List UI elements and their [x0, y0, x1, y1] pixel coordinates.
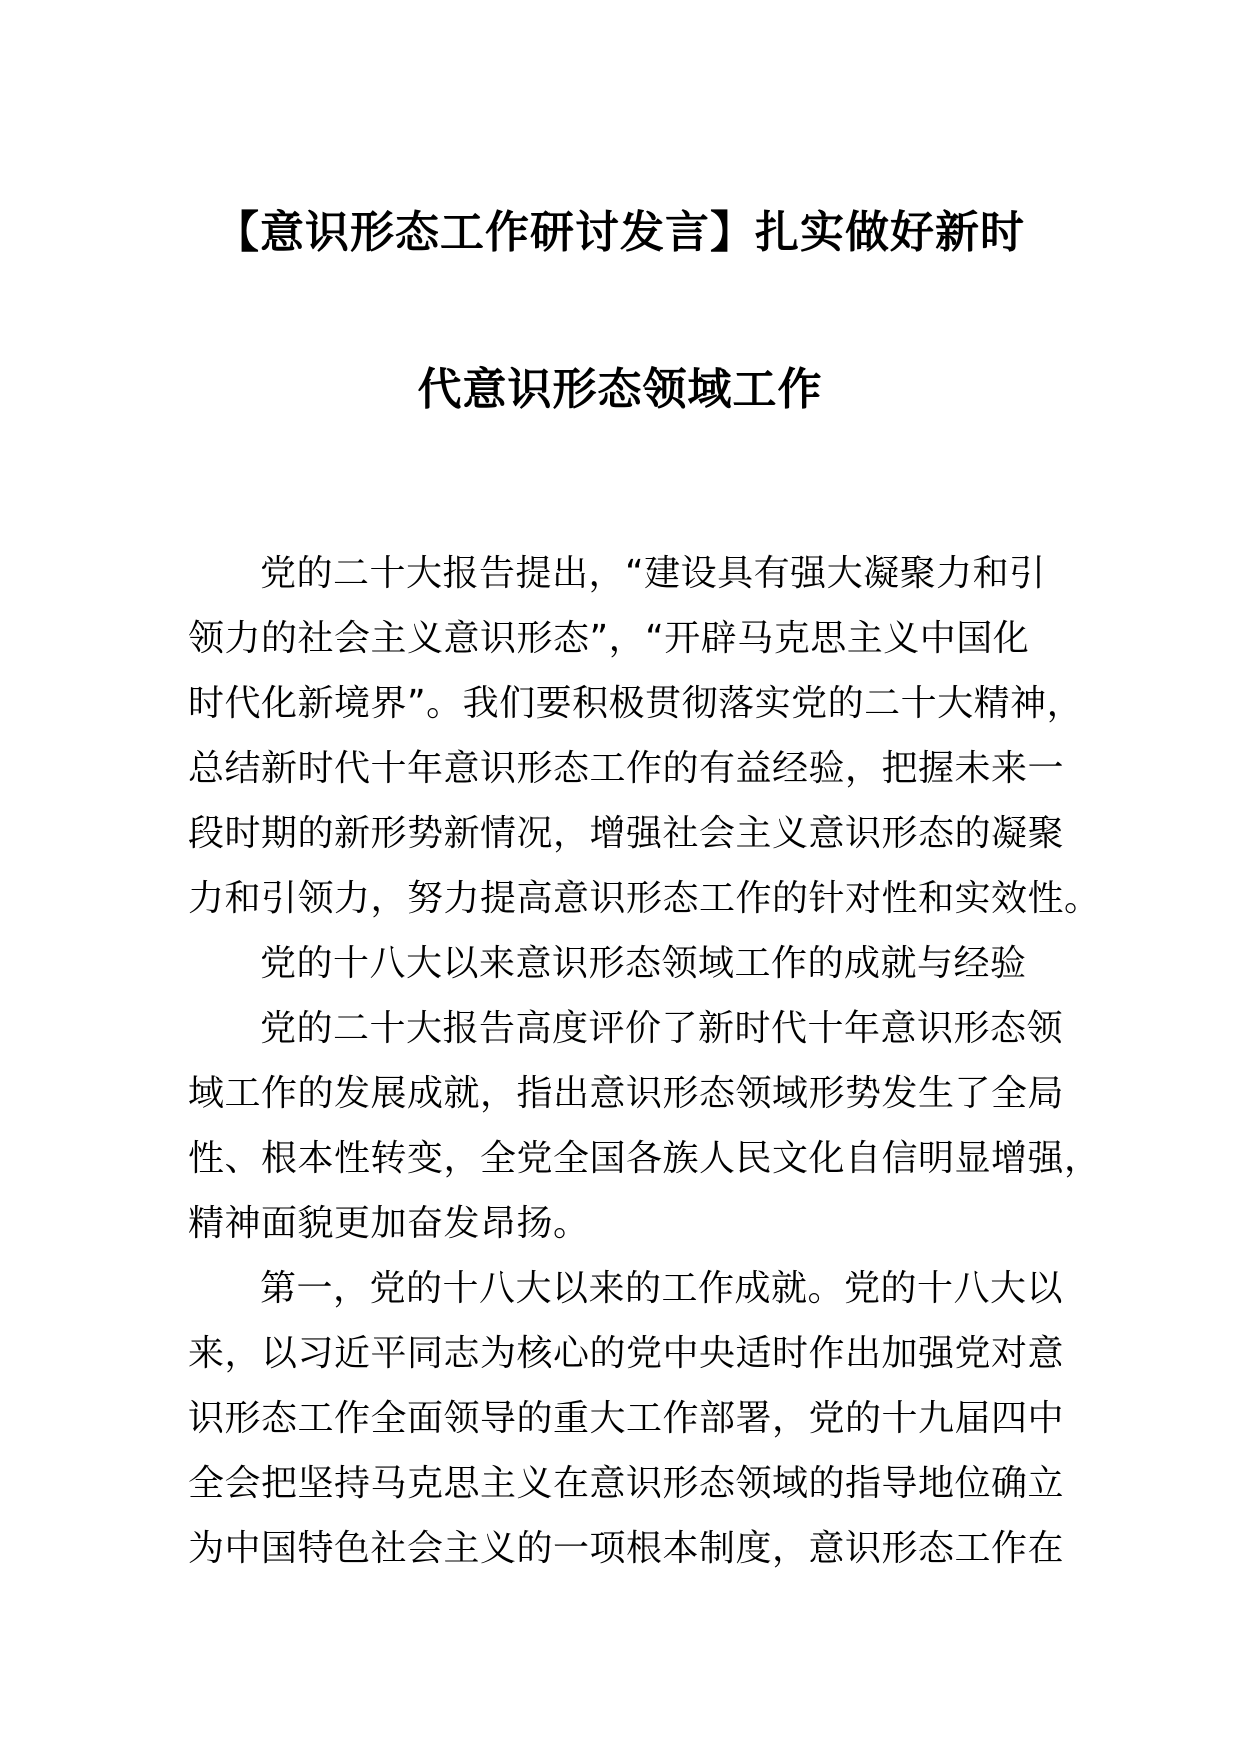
text-line: 来，以习近平同志为核心的党中央适时作出加强党对意 — [188, 1333, 1065, 1374]
text-line: 识形态工作全面领导的重大工作部署，党的十九届四中 — [188, 1398, 1065, 1439]
document-title-line-2: 代意识形态领域工作 — [417, 364, 823, 415]
section-heading — [188, 931, 1088, 996]
text-line: 为中国特色社会主义的一项根本制度，意识形态工作在 — [188, 1528, 1065, 1569]
paragraph-intro — [188, 541, 1101, 931]
text-line: 全会把坚持马克思主义在意识形态领域的指导地位确立 — [188, 1463, 1065, 1504]
text-line: 精神面貌更加奋发昂扬。 — [188, 1203, 590, 1244]
text-line: 党的二十大报告高度评价了新时代十年意识形态领 — [260, 1008, 1064, 1049]
text-line: 领力的社会主义意识形态”，“开辟马克思主义中国化 — [188, 618, 1030, 659]
text-line: 力和引领力，努力提高意识形态工作的针对性和实效性。 — [188, 878, 1101, 919]
text-line: 段时期的新形势新情况，增强社会主义意识形态的凝聚 — [188, 813, 1065, 854]
text-line: 总结新时代十年意识形态工作的有益经验，把握未来一 — [188, 748, 1065, 789]
paragraph-achievements — [188, 996, 1101, 1256]
text-line: 域工作的发展成就，指出意识形态领域形势发生了全局 — [188, 1073, 1065, 1114]
text-line: 党的十八大以来意识形态领域工作的成就与经验 — [260, 943, 1027, 984]
paragraph-first-point — [188, 1256, 1088, 1581]
text-line: 党的二十大报告提出，“建设具有强大凝聚力和引 — [260, 553, 1046, 594]
text-line: 时代化新境界”。我们要积极贯彻落实党的二十大精神， — [188, 683, 1084, 724]
text-line: 第一，党的十八大以来的工作成就。党的十八大以 — [260, 1268, 1064, 1309]
document-body — [188, 541, 1101, 1581]
document-title-line-1: 【意识形态工作研讨发言】扎实做好新时 — [215, 207, 1025, 258]
text-line: 性、根本性转变，全党全国各族人民文化自信明显增强， — [188, 1138, 1101, 1179]
